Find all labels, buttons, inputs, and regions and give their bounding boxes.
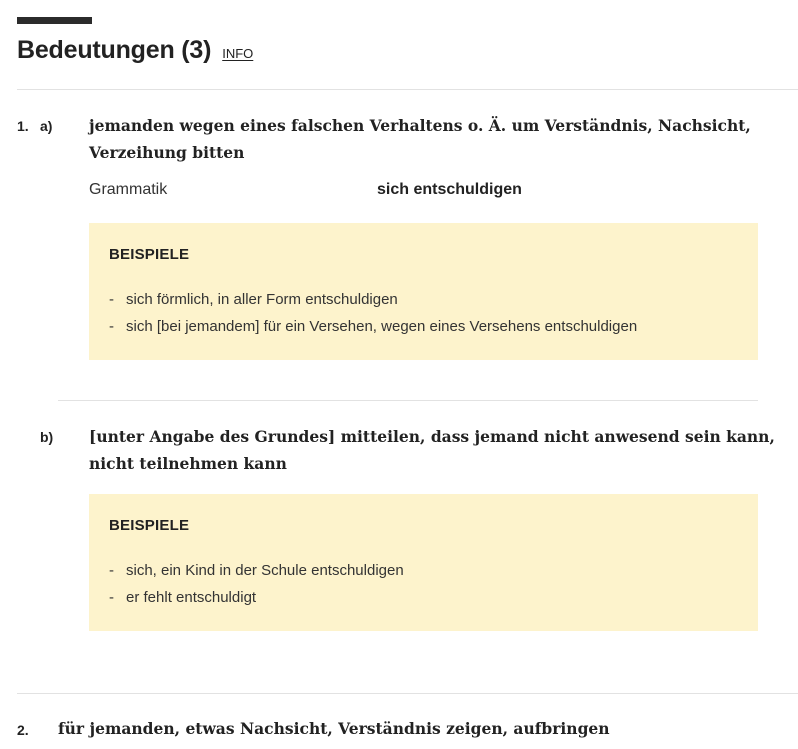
section-accent-bar [17, 17, 92, 24]
grammar-value: sich entschuldigen [377, 181, 522, 198]
examples-box [89, 223, 758, 360]
example-item: - sich [bei jemandem] für ein Versehen, wegen eines Versehens entschuldigen [109, 313, 637, 340]
meaning-number: 2. [17, 722, 29, 738]
definition-text: für jemanden, etwas Nachsicht, Verständnis zeigen, aufbringen [58, 719, 610, 738]
sub-meaning-letter: a) [40, 118, 53, 134]
section-title: Bedeutungen (3) [17, 36, 212, 64]
examples-heading: BEISPIELE [109, 517, 190, 534]
grammar-label: Grammatik [89, 181, 168, 198]
section-header [17, 36, 253, 65]
divider [17, 89, 798, 90]
examples-list [109, 557, 404, 611]
example-item: - sich förmlich, in aller Form entschuldigen [109, 286, 637, 313]
examples-heading: BEISPIELE [109, 246, 190, 263]
examples-list [109, 286, 637, 340]
example-item: - er fehlt entschuldigt [109, 584, 404, 611]
meaning-number: 1. [17, 118, 29, 134]
sub-meaning-letter: b) [40, 429, 54, 445]
info-link[interactable]: INFO [222, 46, 254, 61]
definition-text: jemanden wegen eines falschen Verhaltens o. Ä. um Verständnis, Nachsicht, Verzeihung bitten [89, 116, 751, 162]
definition-text: [unter Angabe des Grundes] mitteilen, dass jemand nicht anwesend sein kann, nicht teilnehmen kann [89, 427, 775, 473]
examples-box [89, 494, 758, 631]
divider [17, 693, 798, 694]
divider [58, 400, 758, 401]
example-item: - sich, ein Kind in der Schule entschuldigen [109, 557, 404, 584]
